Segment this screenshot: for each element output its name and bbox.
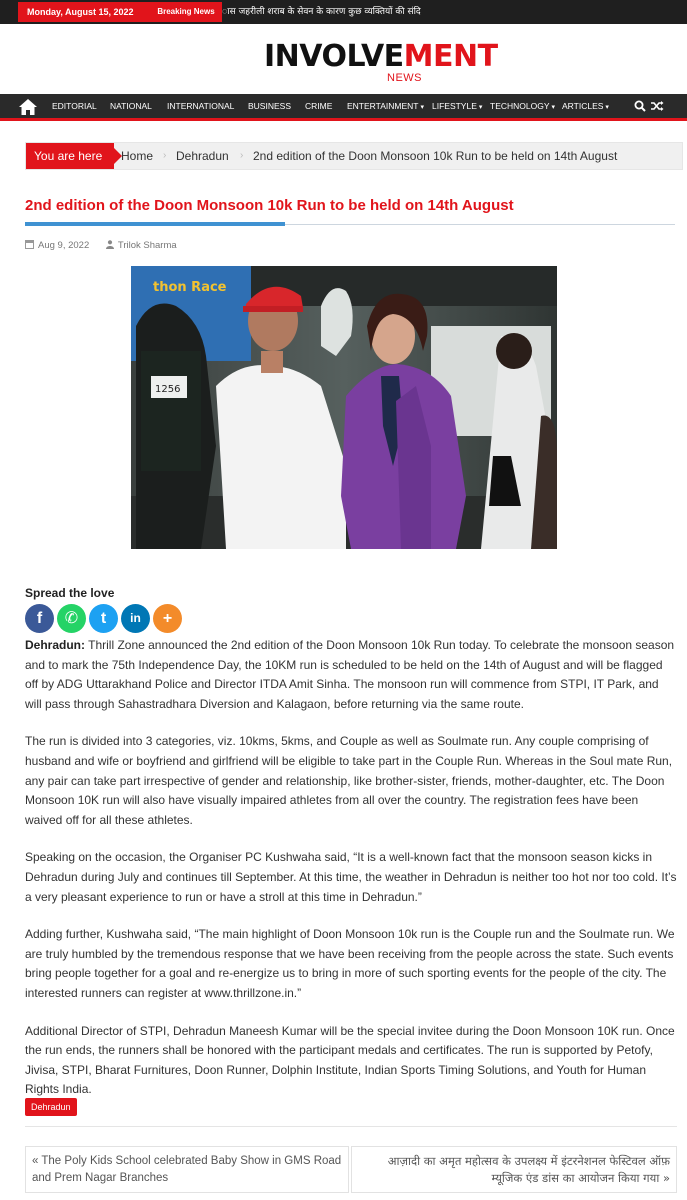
post-date[interactable]: Aug 9, 2022	[38, 240, 90, 251]
breadcrumb-home[interactable]: Home	[121, 149, 154, 163]
main-navigation	[0, 94, 687, 121]
search-icon[interactable]	[634, 100, 646, 112]
article-featured-image	[131, 266, 557, 549]
post-author[interactable]: Trilok Sharma	[117, 240, 177, 251]
logo-text-b: MENT	[403, 39, 498, 74]
shuffle-icon[interactable]	[650, 99, 664, 113]
nav-item-articles[interactable]: ARTICLES ▾	[562, 101, 609, 111]
nav-item-lifestyle[interactable]: LIFESTYLE ▾	[432, 101, 483, 111]
nav-item-business[interactable]: BUSINESS	[248, 101, 291, 111]
nav-item-editorial[interactable]: EDITORIAL	[52, 101, 97, 111]
nav-item-international[interactable]: INTERNATIONAL	[167, 101, 235, 111]
top-bar	[0, 0, 687, 24]
article-meta	[25, 240, 177, 254]
breadcrumb-separator-icon: ›	[163, 150, 167, 161]
nav-item-technology[interactable]: TECHNOLOGY ▾	[490, 101, 556, 111]
breaking-news-label: Breaking News	[150, 2, 222, 22]
breadcrumb-category[interactable]: Dehradun	[176, 149, 229, 163]
previous-post-link[interactable]: « The Poly Kids School celebrated Baby Show in GMS Road and Prem Nagar Branches	[25, 1146, 349, 1193]
current-date: Monday, August 15, 2022	[18, 2, 150, 22]
more-icon[interactable]: +	[153, 604, 182, 633]
home-icon[interactable]	[18, 98, 38, 116]
twitter-icon[interactable]: t	[89, 604, 118, 633]
chevron-down-icon: ▾	[420, 104, 424, 111]
divider	[25, 1126, 677, 1127]
article-title: 2nd edition of the Doon Monsoon 10k Run to be held on 14th August	[25, 197, 514, 214]
breadcrumb-current: 2nd edition of the Doon Monsoon 10k Run to be held on 14th August	[253, 149, 618, 163]
nav-item-crime[interactable]: CRIME	[305, 101, 333, 111]
article-paragraph: Adding further, Kushwaha said, “The main highlight of Doon Monsoon 10k run is the Couple run and the Soulmate run. We are truly humbled by the tremendous response that we have been receiving from the people across the state. Such events bring people together for a goal and re-energize us to bring in more of such sporting events for the people of the city. The interested runners can register at www.thrillzone.in.”	[25, 927, 675, 1000]
linkedin-icon[interactable]: in	[121, 604, 150, 633]
breadcrumb-separator-icon: ›	[240, 150, 244, 161]
next-post-link[interactable]: आज़ादी का अमृत महोत्सव के उपलक्ष्य में इंटरनेशनल फेस्टिवल ऑफ़ म्यूजिक एंड डांस का आयोजन किया गया »	[351, 1146, 677, 1193]
breadcrumb	[25, 142, 683, 170]
article-body	[25, 636, 677, 1118]
chevron-down-icon: ▾	[478, 104, 483, 111]
article-dateline: Dehradun:	[25, 638, 85, 652]
user-icon	[106, 240, 114, 249]
article-paragraph: Speaking on the occasion, the Organiser PC Kushwaha said, “It is a well-known fact that the monsoon season kicks in Dehradun during July and continues till September. At this time, the weather in Dehradun is neither too hot nor too cold. It’s a very pleasant experience to run or have a stroll at this time in Dehradun.”	[25, 850, 677, 904]
logo-text-a: INVOLVE	[264, 39, 404, 74]
chevron-down-icon: ▾	[551, 104, 556, 111]
nav-item-national[interactable]: NATIONAL	[110, 101, 152, 111]
article-paragraph: Dehradun: Thrill Zone announced the 2nd edition of the Doon Monsoon 10k Run today. To celebrate the monsoon season and to mark the 75th Independence Day, the 10KM run is scheduled to be held on the 14th of August and will be flagged off by ADG Uttarakhand Police and Director ITDA Amit Sinha. The monsoon run will commence from STPI, IT Park, and will pass through Sahastradhara Diversion and Kalagaon, before returning via the same route.	[25, 638, 675, 711]
site-logo[interactable]	[264, 39, 498, 88]
article-paragraph: The run is divided into 3 categories, viz. 10kms, 5kms, and Couple as well as Soulmate run. Any couple comprising of husband and wife or boyfriend and girlfriend will be eligible to take part in the Couple Run. Whereas in the Soul mate Run, any pair can take part irrespective of gender and relationship, like brother-sister, friends, mother-daughter, etc. The Doon Monsoon 10K run will also have visually impaired athletes from all over the country. The registration fees have been waived off for all these athletes.	[25, 734, 673, 827]
category-tag[interactable]: Dehradun	[25, 1098, 77, 1116]
chevron-down-icon: ▾	[605, 104, 609, 111]
calendar-icon	[25, 240, 34, 249]
facebook-icon[interactable]: f	[25, 604, 54, 633]
title-underline	[25, 222, 675, 226]
breaking-news-ticker[interactable]: ास जहरीली शराब के सेवन के कारण कुछ व्यक्तियों की संदि	[222, 7, 421, 17]
photo-banner-text: thon Race	[153, 280, 227, 295]
photo-bib-text: 1256	[155, 384, 181, 395]
article-paragraph: Additional Director of STPI, Dehradun Maneesh Kumar will be the special invitee during the Doon Monsoon 10K run. Once the run ends, the runners shall be honored with the participant medals and certificates. The run is supported by Petofy, Jivisa, STPI, Bharat Furnitures, Doon Runner, Dolphin Institute, Indian Sports Timing Solutions, and Youth for Human Rights India.	[25, 1023, 675, 1097]
logo-subtext: NEWS	[387, 72, 422, 84]
nav-item-entertainment[interactable]: ENTERTAINMENT ▾	[347, 101, 424, 111]
whatsapp-icon[interactable]: ✆	[57, 604, 86, 633]
breadcrumb-label: You are here	[26, 143, 114, 169]
share-heading: Spread the love	[25, 586, 115, 600]
